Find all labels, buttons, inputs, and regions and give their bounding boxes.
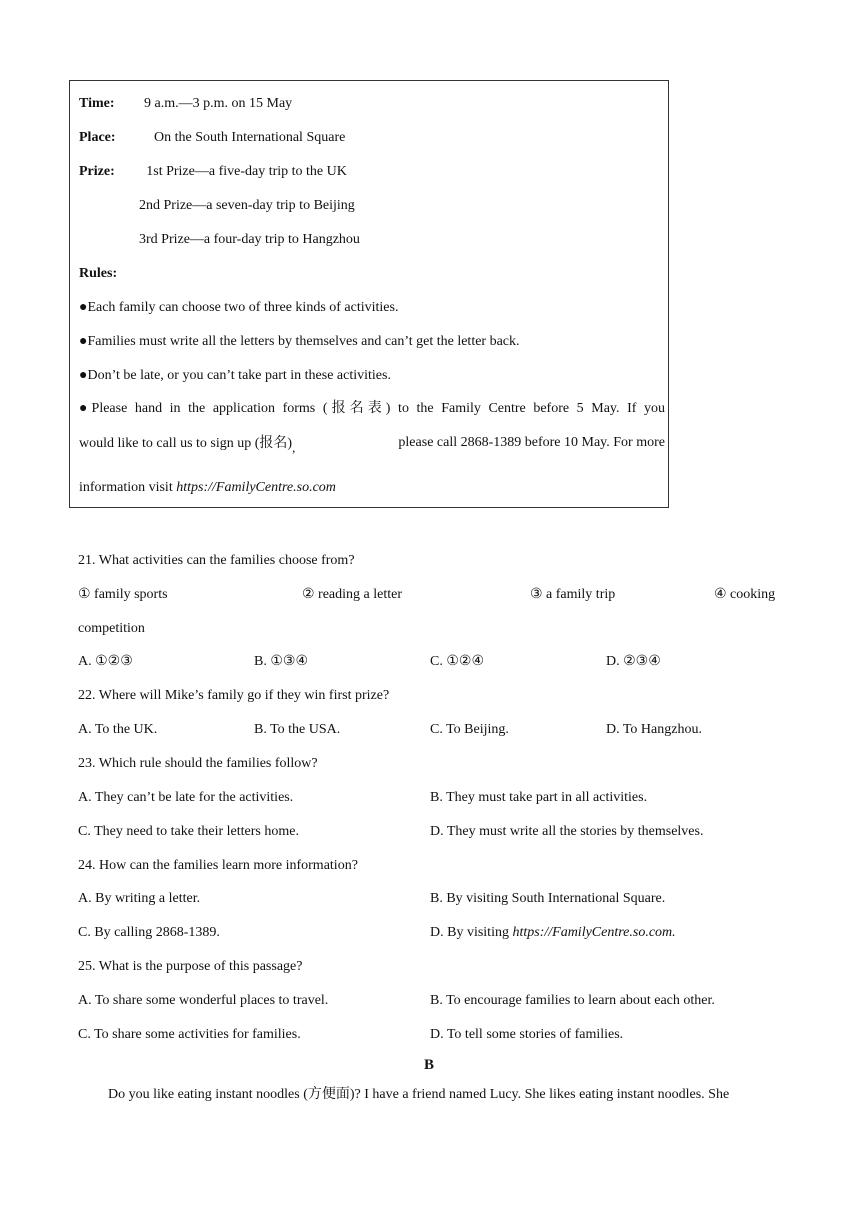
place-value: On the South International Square bbox=[154, 130, 346, 145]
q24-option-d-text: D. By visiting bbox=[430, 925, 513, 940]
q23-option-d[interactable]: D. They must write all the stories by themselves. bbox=[430, 824, 704, 839]
place-label: Place: bbox=[79, 130, 116, 145]
q24-option-d[interactable] bbox=[430, 924, 676, 942]
question-25-stem: 25. What is the purpose of this passage? bbox=[78, 959, 303, 974]
place-row bbox=[79, 129, 345, 147]
rule-2: ●Families must write all the letters by themselves and can’t get the letter back. bbox=[79, 334, 520, 349]
q24-option-d-link[interactable]: https://FamilyCentre.so.com. bbox=[512, 925, 676, 940]
prize-first: 1st Prize—a five-day trip to the UK bbox=[146, 164, 347, 179]
q22-option-c[interactable]: C. To Beijing. bbox=[430, 722, 509, 737]
q22-option-d[interactable]: D. To Hangzhou. bbox=[606, 722, 702, 737]
rules-label: Rules: bbox=[79, 266, 118, 281]
q24-option-c[interactable]: C. By calling 2868-1389. bbox=[78, 925, 220, 940]
q25-option-a[interactable]: A. To share some wonderful places to travel. bbox=[78, 993, 329, 1008]
time-row bbox=[79, 95, 292, 113]
q21-item-1: ① family sports bbox=[78, 587, 168, 602]
question-22-stem: 22. Where will Mike’s family go if they win first prize? bbox=[78, 688, 390, 703]
question-23-stem: 23. Which rule should the families follow? bbox=[78, 756, 318, 771]
rule-4-text-a: would like to call us to sign up (报名) bbox=[79, 436, 293, 451]
q25-option-b[interactable]: B. To encourage families to learn about each other. bbox=[430, 993, 715, 1008]
q21-item-3: ③ a family trip bbox=[530, 587, 616, 602]
q21-option-a[interactable]: A. ①②③ bbox=[78, 654, 133, 669]
q24-option-b[interactable]: B. By visiting South International Square. bbox=[430, 891, 666, 906]
q23-option-a[interactable]: A. They can’t be late for the activities. bbox=[78, 790, 294, 805]
q22-option-b[interactable]: B. To the USA. bbox=[254, 722, 341, 737]
section-b-heading: B bbox=[424, 1057, 435, 1073]
q21-item-4: ④ cooking bbox=[714, 587, 776, 602]
q22-option-a[interactable]: A. To the UK. bbox=[78, 722, 158, 737]
rule-3: ●Don’t be late, or you can’t take part in these activities. bbox=[79, 368, 391, 383]
prize-second: 2nd Prize—a seven-day trip to Beijing bbox=[139, 198, 355, 213]
q21-item-4-cont: competition bbox=[78, 621, 145, 636]
prize-third: 3rd Prize—a four-day trip to Hangzhou bbox=[139, 232, 360, 247]
q25-option-c[interactable]: C. To share some activities for families. bbox=[78, 1027, 301, 1042]
time-label: Time: bbox=[79, 96, 115, 111]
prize-row bbox=[79, 163, 347, 181]
prize-label: Prize: bbox=[79, 164, 115, 179]
q23-option-b[interactable]: B. They must take part in all activities. bbox=[430, 790, 648, 805]
question-24-stem: 24. How can the families learn more information? bbox=[78, 858, 358, 873]
section-b-paragraph: Do you like eating instant noodles (方便面)? I have a friend named Lucy. She likes eating instant noodles. She bbox=[108, 1087, 730, 1102]
rule-4-comma: , bbox=[292, 440, 296, 455]
question-21-stem: 21. What activities can the families choose from? bbox=[78, 553, 355, 568]
rule-4-line-3 bbox=[79, 479, 336, 497]
q21-option-c[interactable]: C. ①②④ bbox=[430, 654, 484, 669]
rule-1: ●Each family can choose two of three kinds of activities. bbox=[79, 300, 399, 315]
q21-option-b[interactable]: B. ①③④ bbox=[254, 654, 308, 669]
q23-option-c[interactable]: C. They need to take their letters home. bbox=[78, 824, 299, 839]
q25-option-d[interactable]: D. To tell some stories of families. bbox=[430, 1027, 624, 1042]
q21-item-2: ② reading a letter bbox=[302, 587, 403, 602]
rule-4-line-2 bbox=[79, 434, 665, 453]
notice-box bbox=[69, 80, 669, 508]
rule-4-text-b: please call 2868-1389 before 10 May. For more bbox=[398, 435, 665, 450]
q21-option-d[interactable]: D. ②③④ bbox=[606, 654, 661, 669]
rule-4-text-c: information visit bbox=[79, 480, 177, 495]
time-value: 9 a.m.—3 p.m. on 15 May bbox=[144, 96, 293, 111]
rule-4-line-1: ●Please hand in the application forms (报名表) to the Family Centre before 5 May. If you bbox=[79, 401, 665, 416]
q24-option-a[interactable]: A. By writing a letter. bbox=[78, 891, 201, 906]
website-link[interactable]: https://FamilyCentre.so.com bbox=[176, 480, 336, 495]
